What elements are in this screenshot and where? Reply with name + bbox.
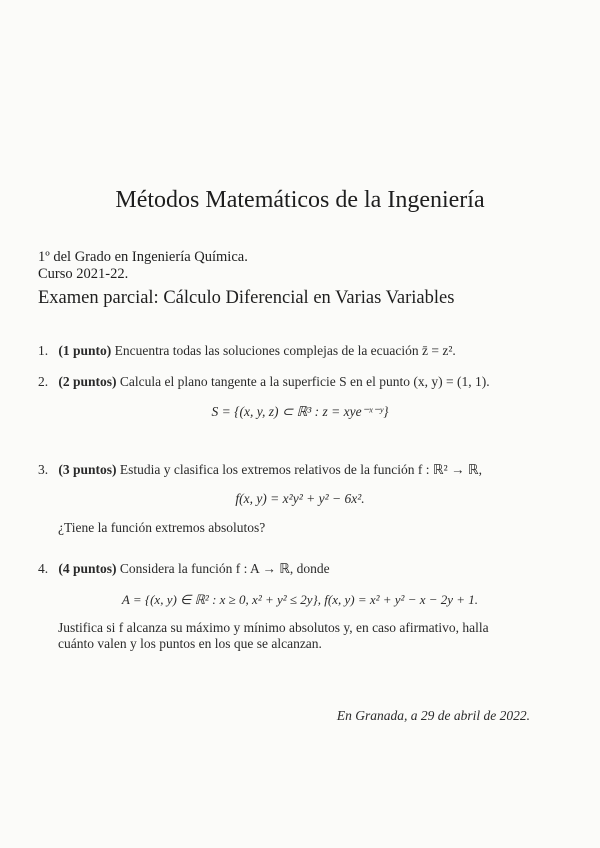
problem-text: Estudia y clasifica los extremos relativos de la función f : ℝ² → ℝ, — [119, 462, 482, 477]
exam-title: Examen parcial: Cálculo Diferencial en Varias Variables — [38, 288, 455, 308]
problem-4-text-line2: cuánto valen y los puntos en los que se alcanzan. — [58, 636, 322, 651]
problem-number: 2. — [38, 374, 49, 389]
problem-text: Calcula el plano tangente a la superficie S en el punto (x, y) = (1, 1). — [119, 374, 490, 389]
problem-3-question: ¿Tiene la función extremos absolutos? — [58, 520, 266, 535]
problem-4 — [38, 561, 568, 577]
problem-number: 4. — [38, 561, 49, 576]
problem-points: (3 puntos) — [58, 462, 117, 477]
problem-4-text-line1: Justifica si f alcanza su máximo y mínimo absolutos y, en caso afirmativo, halla — [58, 620, 489, 635]
problem-2 — [38, 374, 568, 390]
problem-text: Encuentra todas las soluciones complejas de la ecuación z̄ = z². — [114, 343, 456, 358]
problem-number: 3. — [38, 462, 49, 477]
problem-points: (2 puntos) — [58, 374, 117, 389]
problem-number: 1. — [38, 343, 49, 358]
problem-3 — [38, 462, 568, 478]
date-signature: En Granada, a 29 de abril de 2022. — [336, 708, 530, 723]
formula-domain: A = {(x, y) ∈ ℝ² : x ≥ 0, x² + y² ≤ 2y}, f(x, y) = x² + y² − x − 2y + 1. — [121, 592, 479, 607]
formula-surface: S = {(x, y, z) ⊂ ℝ³ : z = xye⁻ˣ⁻ʸ} — [211, 404, 389, 419]
problem-1 — [38, 343, 568, 359]
problem-points: (1 punto) — [58, 343, 112, 358]
problem-points: (4 puntos) — [58, 561, 117, 576]
problem-text: Considera la función f : A → ℝ, donde — [119, 561, 330, 576]
degree-line: 1º del Grado en Ingeniería Química. — [38, 249, 248, 265]
course-line: Curso 2021-22. — [38, 266, 129, 282]
formula-function: f(x, y) = x²y² + y² − 6x². — [235, 491, 365, 506]
page-title: Métodos Matemáticos de la Ingeniería — [115, 187, 485, 213]
